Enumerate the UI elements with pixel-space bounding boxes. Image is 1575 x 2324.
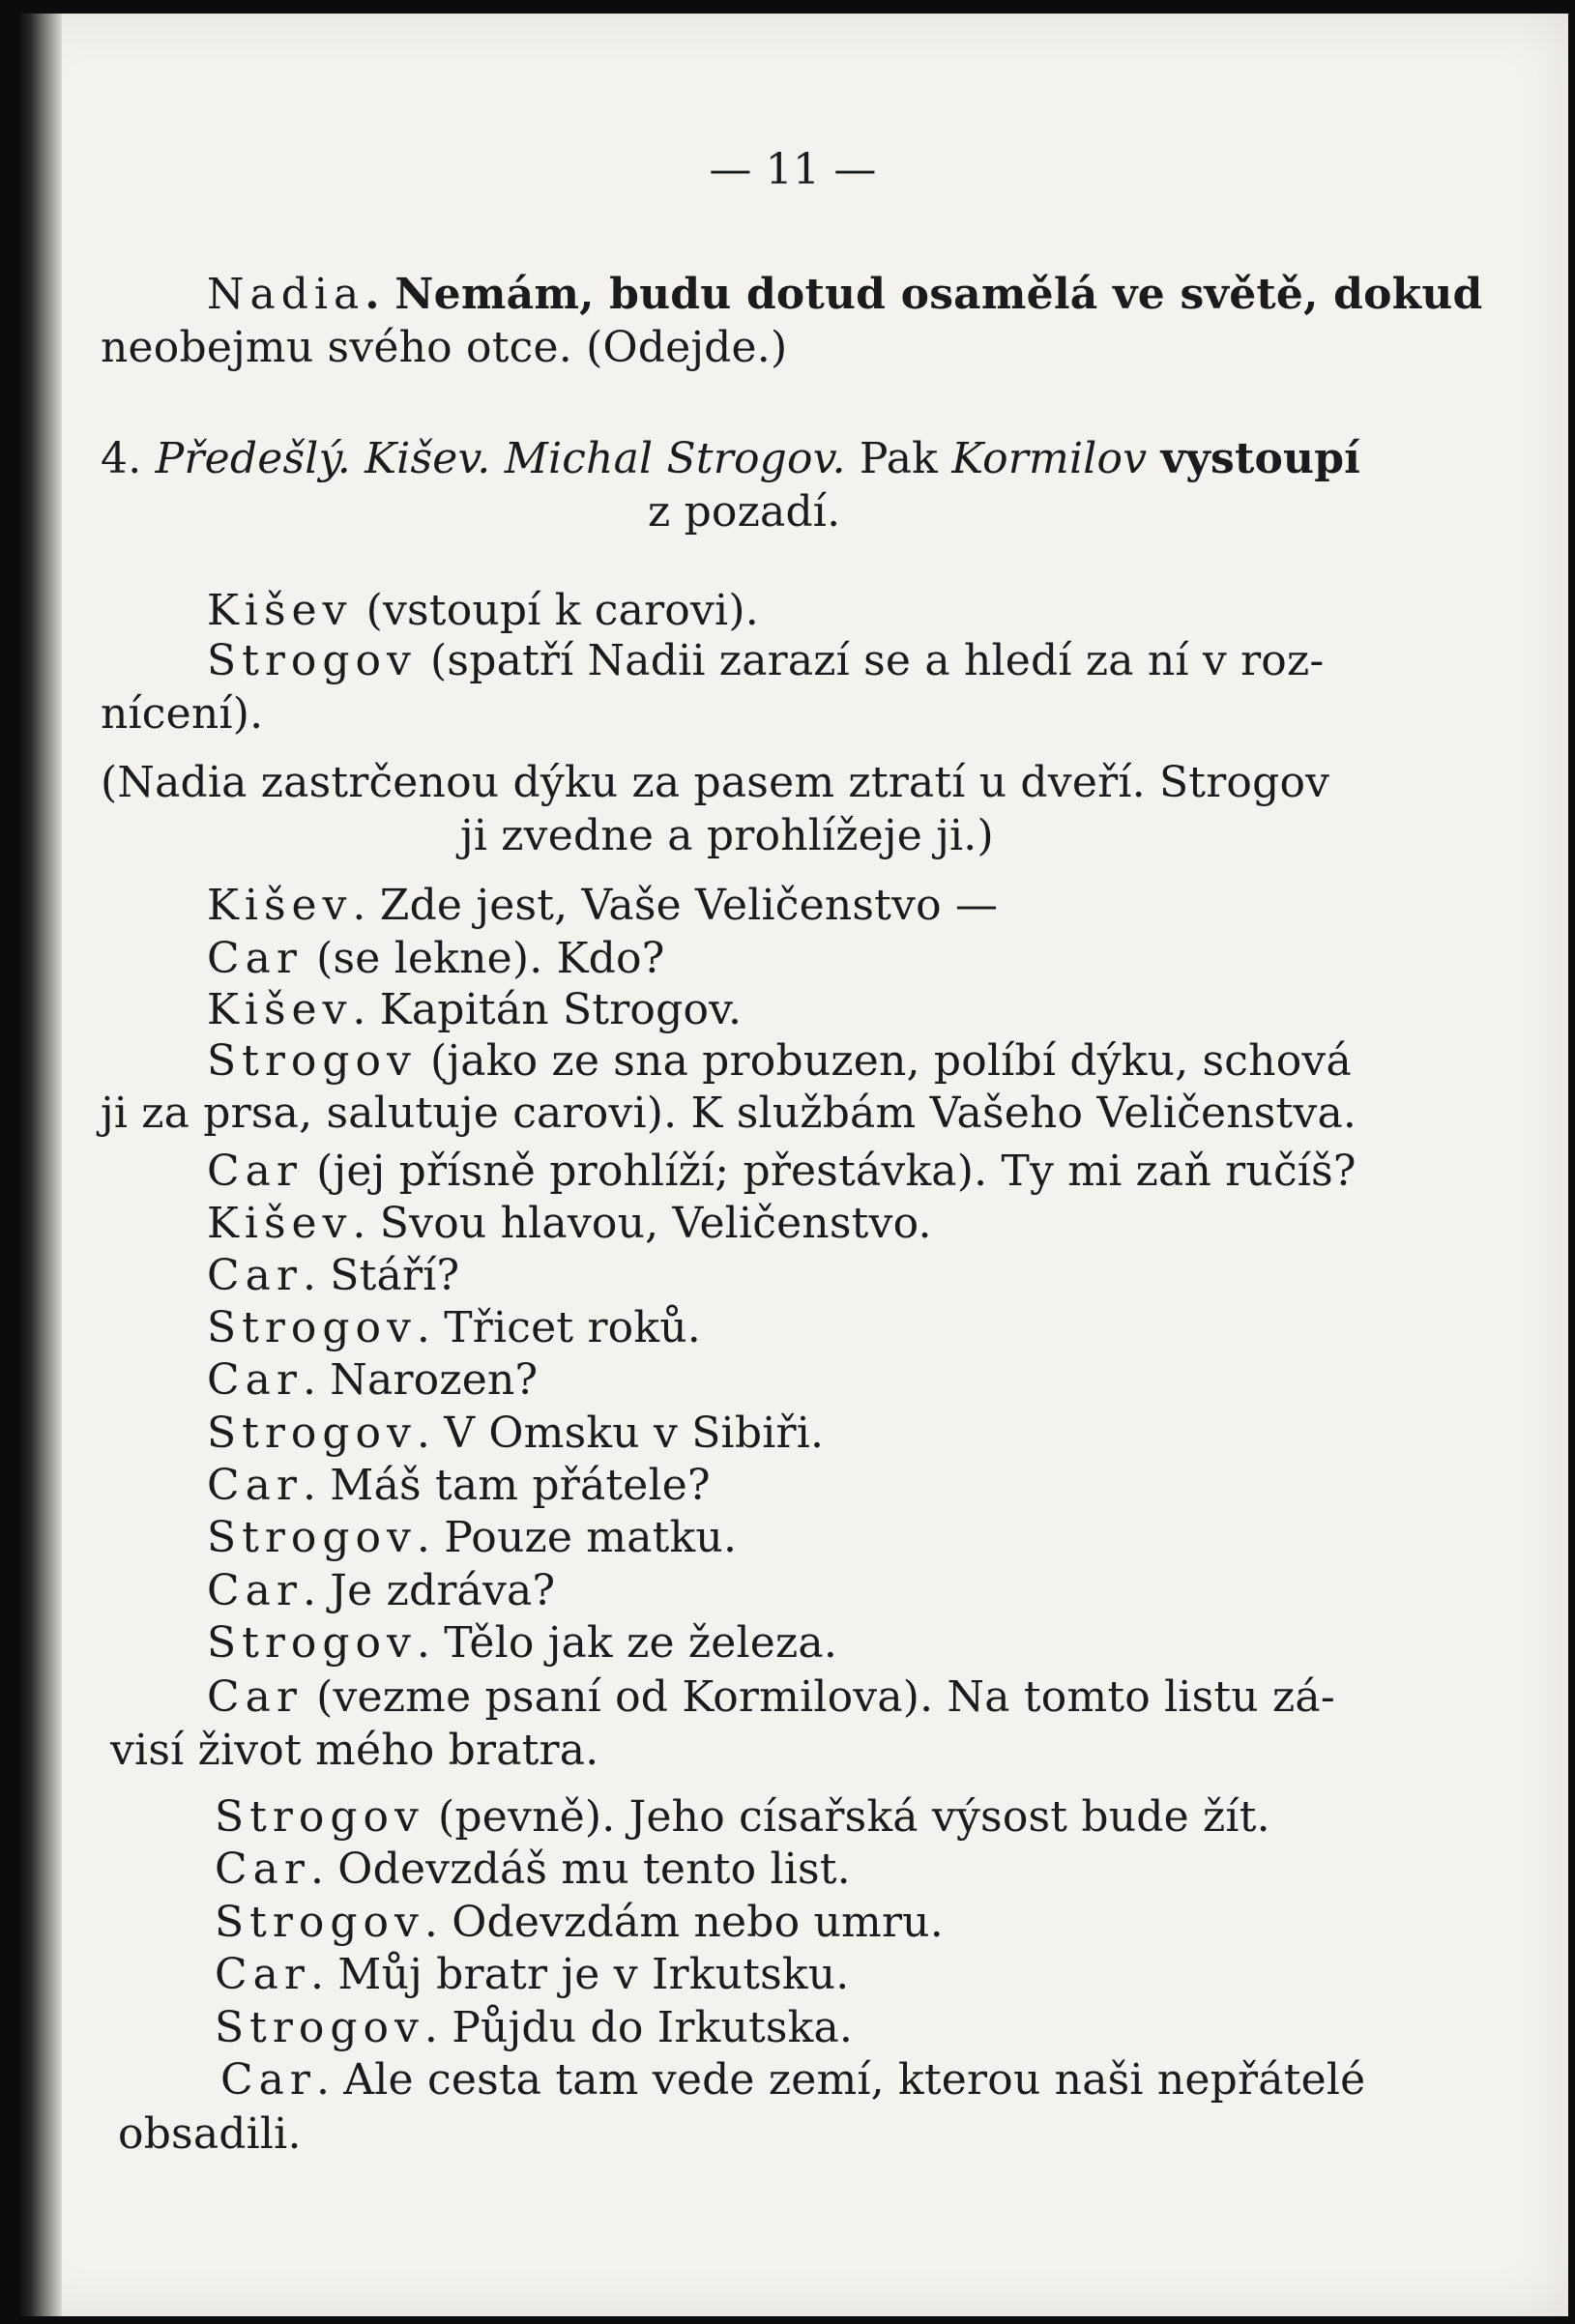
speaker-name: Kišev: [207, 985, 353, 1034]
text-line: Strogov. Tělo jak ze železa.: [207, 1618, 838, 1668]
stage-direction: (Nadia zastrčenou dýku za pasem ztratí u dveří. Strogov: [101, 758, 1330, 807]
text-line: Car. Je zdráva?: [207, 1566, 556, 1615]
speaker-name: Nadia: [207, 270, 365, 319]
text-line: Strogov. V Omsku v Sibiři.: [207, 1409, 825, 1458]
speaker-name: Strogov: [207, 1409, 417, 1458]
stage-direction: ji zvedne a prohlížeje ji.): [460, 811, 994, 860]
text-line: Strogov. Pouze matku.: [207, 1513, 738, 1562]
text-line: Car. Můj bratr je v Irkutsku.: [215, 1950, 850, 1999]
page-number: — 11 —: [709, 145, 877, 194]
speaker-name: Strogov: [215, 1792, 424, 1842]
book-page: [17, 14, 1568, 2316]
speaker-name: Car: [207, 1355, 303, 1405]
text-line: Strogov. Odevzdám nebo umru.: [215, 1898, 944, 1947]
text-line: Strogov (spatří Nadii zarazí se a hledí za ní v roz-: [207, 636, 1325, 685]
text-line: Kišev (vstoupí k carovi).: [207, 586, 759, 635]
speaker-name: Strogov: [207, 1618, 417, 1668]
text-line: Car. Máš tam přátele?: [207, 1461, 711, 1510]
speaker-name: Strogov: [215, 2003, 424, 2052]
speaker-name: Car: [207, 1251, 303, 1300]
speaker-name: Car: [207, 1461, 303, 1510]
page-binding-shadow: [17, 14, 62, 2316]
text-line: neobejmu svého otce. (Odejde.): [101, 323, 788, 372]
speaker-name: Kišev: [207, 586, 353, 635]
text-line: Car (vezme psaní od Kormilova). Na tomto listu zá-: [207, 1672, 1335, 1722]
speaker-name: Strogov: [207, 636, 417, 685]
text-line: nícení).: [101, 689, 264, 739]
speaker-name: Car: [207, 1672, 303, 1722]
text-line: ji za prsa, salutuje carovi). K službám Vašeho Veličenstva.: [101, 1089, 1357, 1138]
text-line: Kišev. Svou hlavou, Veličenstvo.: [207, 1199, 932, 1248]
speaker-name: Strogov: [207, 1036, 417, 1086]
text-line: Car. Stáří?: [207, 1251, 460, 1300]
scene-heading: 4. Předešlý. Kišev. Michal Strogov. Pak Kormilov vystoupí: [101, 434, 1361, 483]
text-line: Kišev. Zde jest, Vaše Veličenstvo —: [207, 881, 999, 930]
speaker-name: Car: [215, 1950, 310, 1999]
text-line: Car (jej přísně prohlíží; přestávka). Ty mi zaň ručíš?: [207, 1147, 1356, 1196]
speaker-name: Car: [215, 1845, 310, 1894]
text-line: Car (se lekne). Kdo?: [207, 934, 665, 983]
text-line: Car. Odevzdáš mu tento list.: [215, 1845, 851, 1894]
text-line: Strogov. Třicet roků.: [207, 1303, 701, 1352]
speaker-name: Car: [207, 1147, 303, 1196]
speaker-name: Strogov: [207, 1513, 417, 1562]
text-line: Strogov (pevně). Jeho císařská výsost bude žít.: [215, 1792, 1270, 1842]
text-line: visí život mého bratra.: [110, 1726, 599, 1775]
speaker-name: Strogov: [215, 1898, 424, 1947]
text-line: Nadia. Nemám, budu dotud osamělá ve světě, dokud: [207, 270, 1483, 319]
speaker-name: Car: [207, 934, 303, 983]
scene-heading-continued: z pozadí.: [648, 487, 841, 537]
speaker-name: Strogov: [207, 1303, 417, 1352]
text-line: Kišev. Kapitán Strogov.: [207, 985, 743, 1034]
speaker-name: Kišev: [207, 881, 353, 930]
speaker-name: Kišev: [207, 1199, 353, 1248]
text-line: Car. Narozen?: [207, 1355, 539, 1405]
text-line: Car. Ale cesta tam vede zemí, kterou naši nepřátelé: [220, 2055, 1366, 2105]
speaker-name: Car: [207, 1566, 303, 1615]
speaker-name: Car: [220, 2055, 316, 2105]
text-line: Strogov. Půjdu do Irkutska.: [215, 2003, 854, 2052]
text-line: obsadili.: [118, 2109, 302, 2159]
text-line: Strogov (jako ze sna probuzen, políbí dýku, schová: [207, 1036, 1352, 1086]
